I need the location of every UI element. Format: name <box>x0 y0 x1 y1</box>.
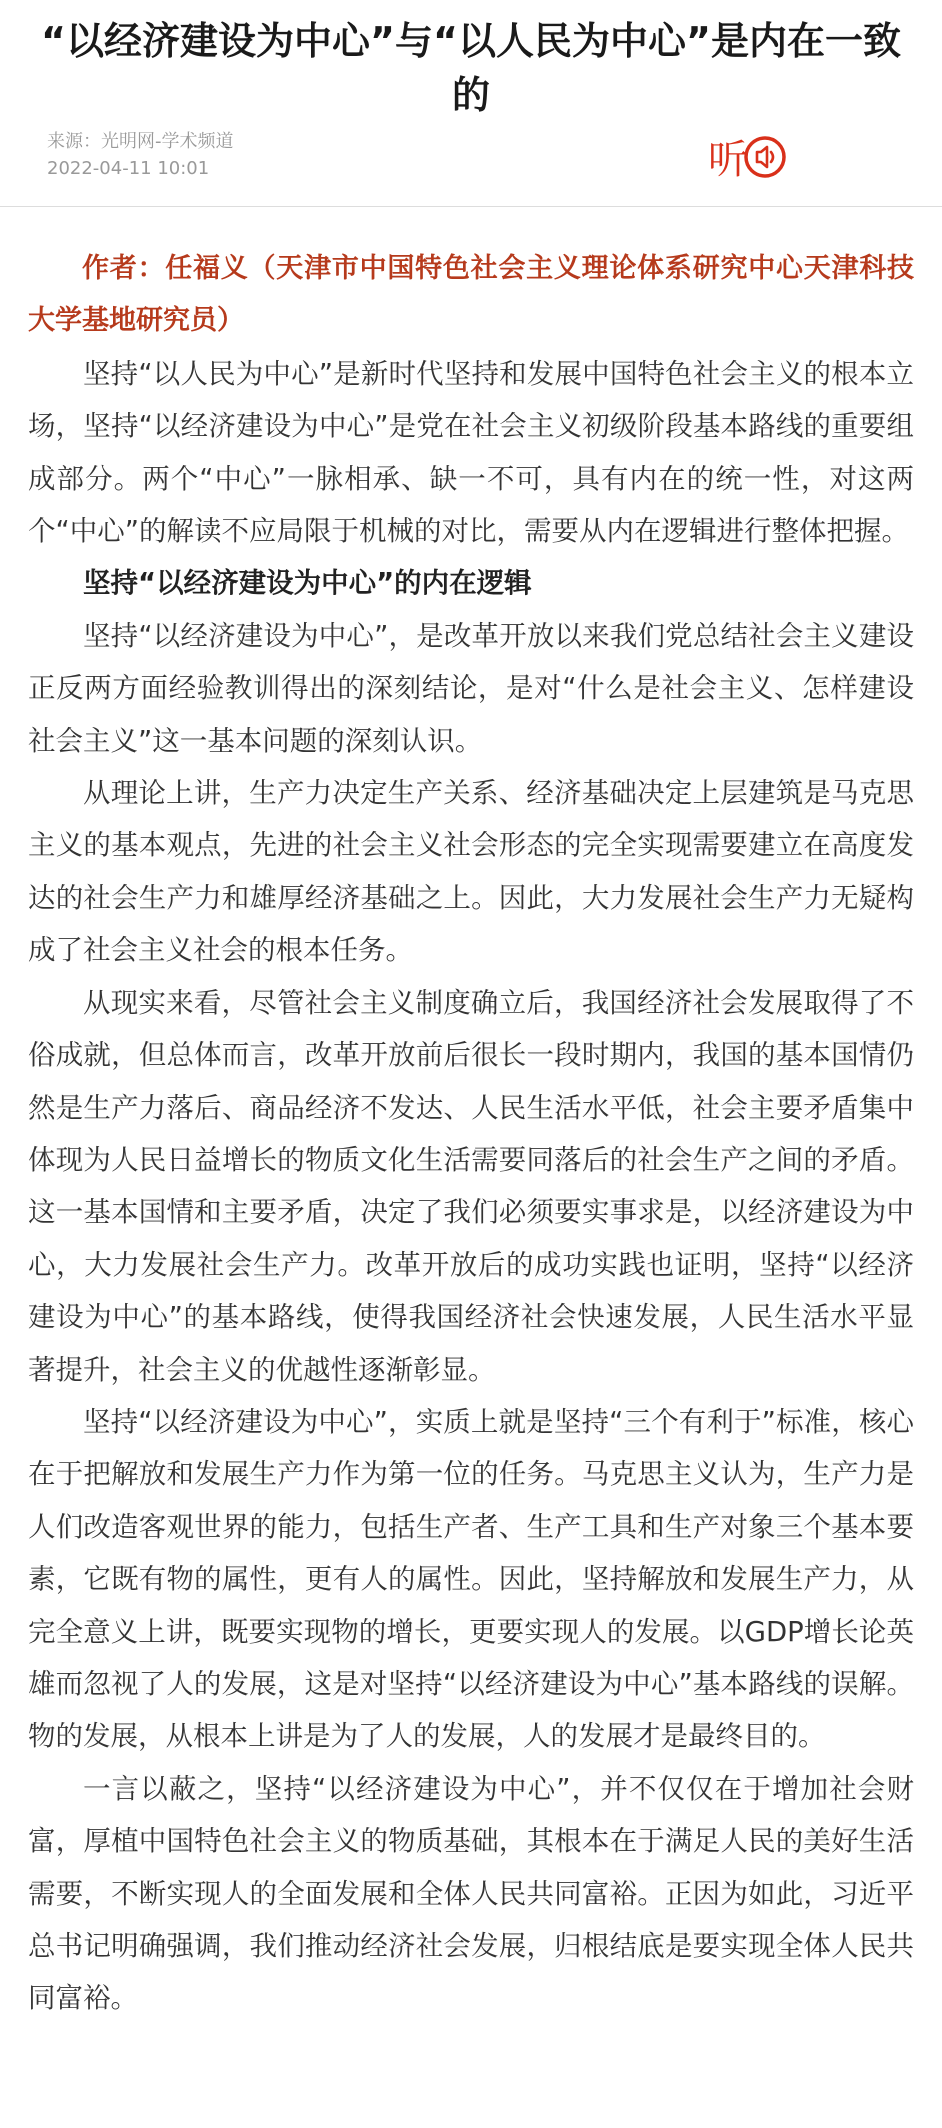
article-author: 作者：任福义（天津市中国特色社会主义理论体系研究中心天津科技大学基地研究员） <box>28 253 914 337</box>
listen-button[interactable] <box>708 129 792 185</box>
article-paragraph: 坚持“以经济建设为中心”，是改革开放以来我们党总结社会主义建设正反两方面经验教训得出的深刻结论，是对“什么是社会主义、怎样建设社会主义”这一基本问题的深刻认识。 <box>28 619 914 757</box>
article-paragraph: 坚持“以人民为中心”是新时代坚持和发展中国特色社会主义的根本立场，坚持“以经济建设为中心”是党在社会主义初级阶段基本路线的重要组成部分。两个“中心”一脉相承、缺一不可，具有内在的统一性，对这两个“中心”的解读不应局限于机械的对比，需要从内在逻辑进行整体把握。 <box>28 357 914 548</box>
article-meta <box>47 128 234 182</box>
article-source: 来源：光明网-学术频道 <box>47 131 234 152</box>
listen-label: 听 <box>708 137 748 183</box>
article-date: 2022-04-11 10:01 <box>47 158 210 179</box>
section-heading: 坚持“以经济建设为中心”的内在逻辑 <box>83 567 532 600</box>
article-header <box>0 0 942 207</box>
article-title: “以经济建设为中心”与“以人民为中心”是内在一致的 <box>41 19 901 117</box>
article-paragraph: 坚持“以经济建设为中心”，实质上就是坚持“三个有利于”标准，核心在于把解放和发展生产力作为第一位的任务。马克思主义认为，生产力是人们改造客观世界的能力，包括生产者、生产工具和生产对象三个基本要素，它既有物的属性，更有人的属性。因此，坚持解放和发展生产力，从完全意义上讲，既要实现物的增长，更要实现人的发展。以GDP增长论英雄而忽视了人的发展，这是对坚持“以经济建设为中心”基本路线的误解。物的发展，从根本上讲是为了人的发展，人的发展才是最终目的。 <box>28 1405 914 1753</box>
speaker-icon <box>708 129 792 185</box>
article-paragraph: 一言以蔽之，坚持“以经济建设为中心”，并不仅仅在于增加社会财富，厚植中国特色社会主义的物质基础，其根本在于满足人民的美好生活需要，不断实现人的全面发展和全体人民共同富裕。正因为如此，习近平总书记明确强调，我们推动经济社会发展，归根结底是要实现全体人民共同富裕。 <box>28 1772 914 2015</box>
article-paragraph: 从理论上讲，生产力决定生产关系、经济基础决定上层建筑是马克思主义的基本观点，先进的社会主义社会形态的完全实现需要建立在高度发达的社会生产力和雄厚经济基础之上。因此，大力发展社会生产力无疑构成了社会主义社会的根本任务。 <box>28 777 914 967</box>
article-body <box>0 207 942 2025</box>
article-paragraph: 从现实来看，尽管社会主义制度确立后，我国经济社会发展取得了不俗成就，但总体而言，改革开放前后很长一段时期内，我国的基本国情仍然是生产力落后、商品经济不发达、人民生活水平低，社会主要矛盾集中体现为人民日益增长的物质文化生活需要同落后的社会生产之间的矛盾。这一基本国情和主要矛盾，决定了我们必须要实事求是，以经济建设为中心，大力发展社会生产力。改革开放后的成功实践也证明，坚持“以经济建设为中心”的基本路线，使得我国经济社会快速发展，人民生活水平显著提升，社会主义的优越性逐渐彰显。 <box>28 986 914 1386</box>
